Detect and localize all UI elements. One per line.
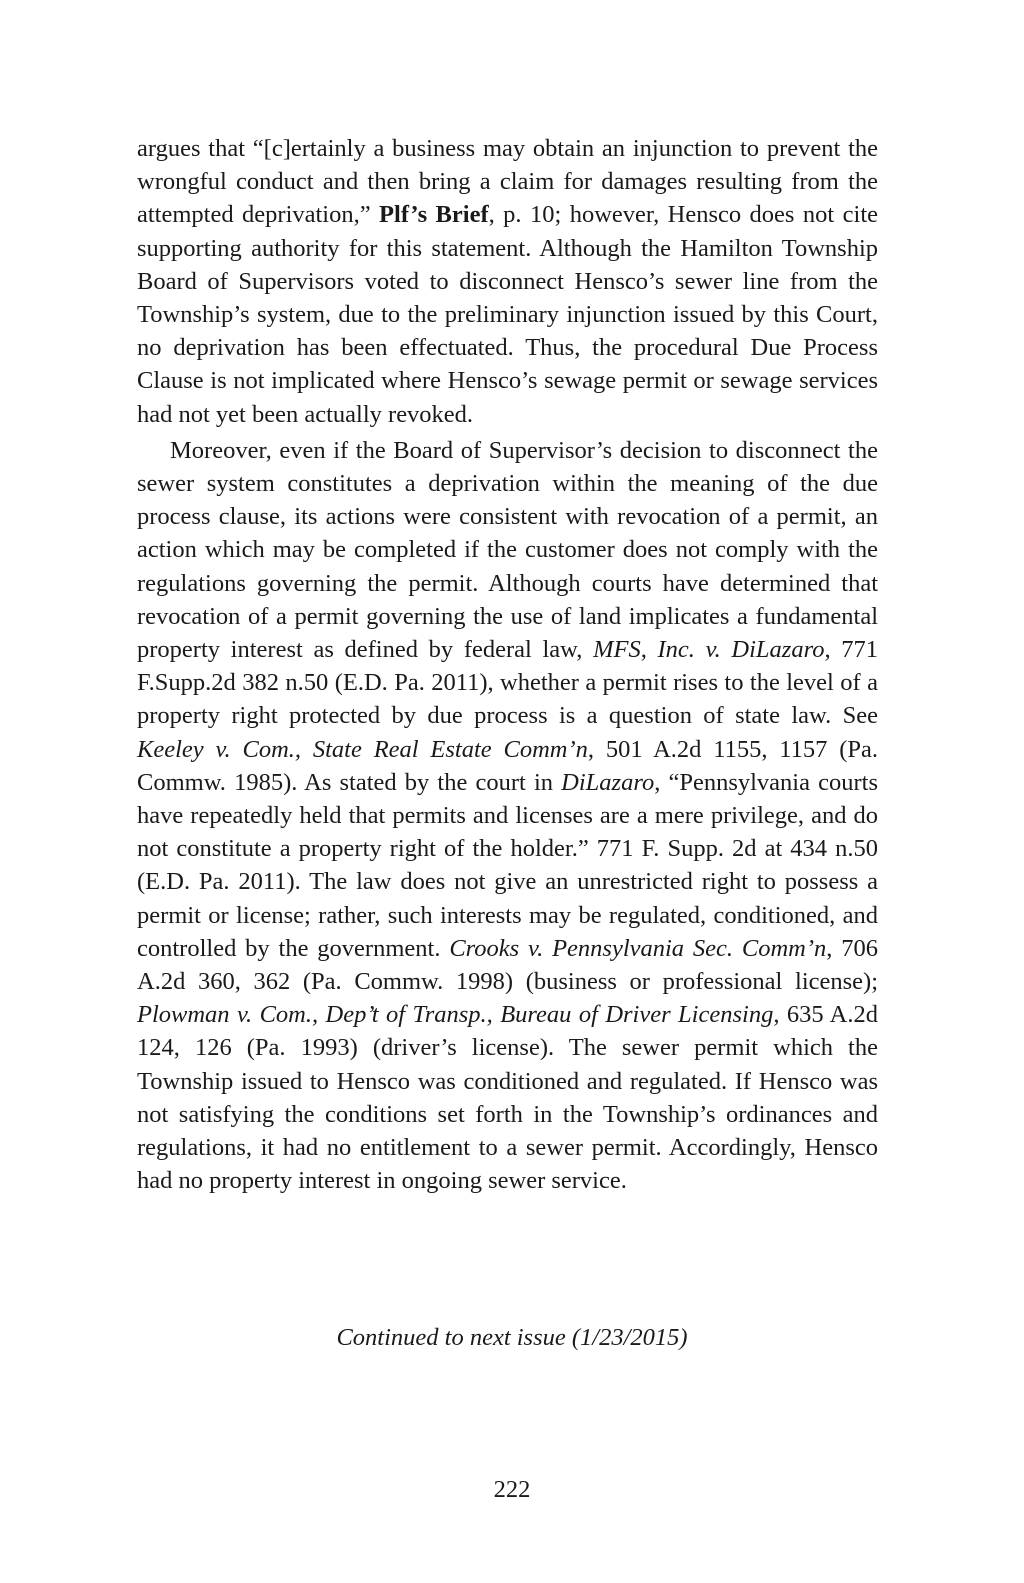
document-body bbox=[137, 132, 878, 1198]
case-citation: DiLazaro bbox=[561, 768, 655, 796]
paragraph-2-run: , 771 F.Supp.2d 382 n.50 (E.D. Pa. 2011), whether a permit rises to the level of a property right protected by due process is a question of state law. See bbox=[137, 636, 879, 730]
paragraph-1-run: argues that “[c]ertainly a business may obtain an injunction to prevent the wrongful conduct and then bring a claim for damages resulting from the attempted deprivation,” bbox=[137, 135, 878, 229]
paragraph-2 bbox=[137, 434, 878, 1198]
paragraph-2-run: , 501 A.2d 1155, 1157 (Pa. Commw. 1985). As stated by the court in bbox=[137, 735, 878, 796]
paragraph-2-run: , “Pennsylvania courts have repeatedly held that permits and licenses are a mere privilege, and do not constitute a property right of the holder.” 771 F. Supp. 2d at 434 n.50 (E.D. Pa. 2011). The law does not give an unrestricted right to possess a permit or license; rather, such interests may be regulated, conditioned, and controlled by the government. bbox=[137, 768, 878, 962]
continued-note: Continued to next issue (1/23/2015) bbox=[336, 1324, 688, 1351]
paragraph-2-run: Moreover, even if the Board of Supervisor’s decision to disconnect the sewer system constitutes a deprivation within the meaning of the due process clause, its actions were consistent with revocation of a permit, an action which may be completed if the customer does not comply with the regulations governing the permit. Although courts have determined that revocation of a permit governing the use of land implicates a fundamental property interest as defined by federal law, bbox=[137, 436, 878, 664]
case-citation: Crooks v. Pennsylvania Sec. Comm’n bbox=[449, 934, 827, 962]
brief-reference: Plf’s Brief bbox=[379, 201, 489, 229]
page-number: 222 bbox=[493, 1476, 531, 1503]
paragraph-1-run: , p. 10; however, Hensco does not cite supporting authority for this statement. Although the Hamilton Township Board of Supervisors voted to disconnect Hensco’s sewer line from the Township’s system, due to the preliminary injunction issued by this Court, no deprivation has been effectuated. Thus, the procedural Due Process Clause is not implicated where Hensco’s sewage permit or sewage services had not yet been actually revoked. bbox=[137, 201, 878, 428]
paragraph-2-run: , 635 A.2d 124, 126 (Pa. 1993) (driver’s license). The sewer permit which the Township issued to Hensco was conditioned and regulated. If Hensco was not satisfying the conditions set forth in the Township’s ordinances and regulations, it had no entitlement to a sewer permit. Accordingly, Hensco had no property interest in ongoing sewer service. bbox=[137, 1001, 878, 1195]
case-citation: Keeley v. Com., State Real Estate Comm’n bbox=[137, 735, 588, 763]
case-citation: MFS, Inc. v. DiLazaro bbox=[593, 636, 825, 664]
paragraph-1 bbox=[137, 132, 878, 431]
case-citation: Plowman v. Com., Dep’t of Transp., Bureau of Driver Licensing bbox=[137, 1001, 774, 1029]
paragraph-2-run: , 706 A.2d 360, 362 (Pa. Commw. 1998) (business or professional license); bbox=[137, 934, 879, 996]
